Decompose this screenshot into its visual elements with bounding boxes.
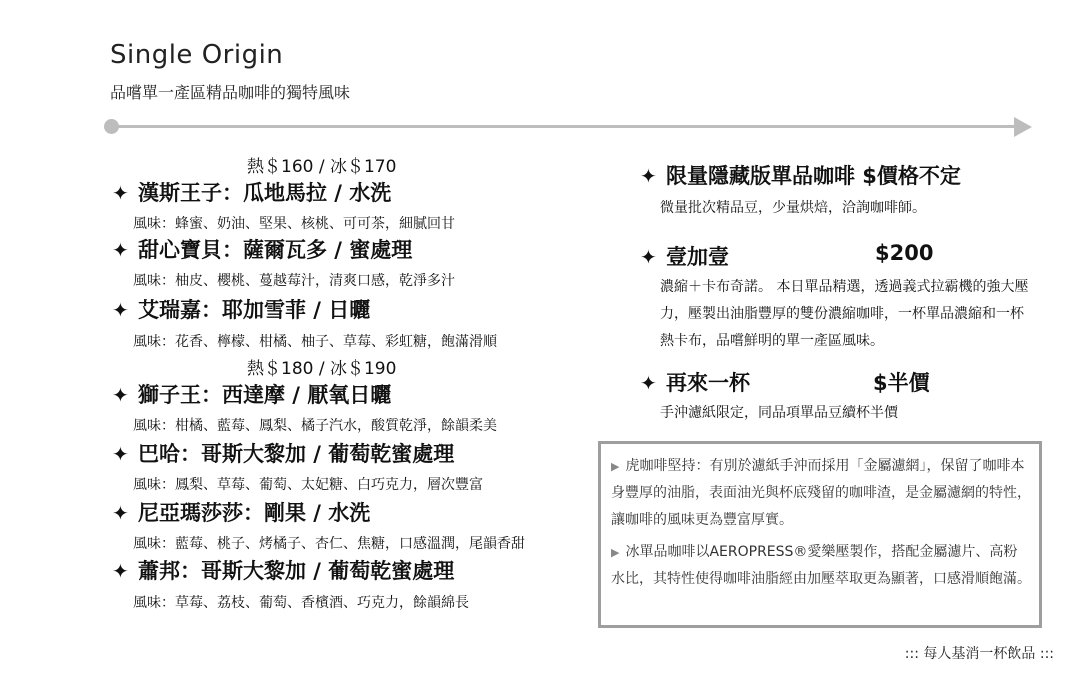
divider-arrow-icon [1014,117,1032,137]
price-group-2: 熱＄180 / 冰＄190 [247,359,397,379]
menu-item [112,555,454,585]
menu-item [112,234,412,264]
star-icon: ✦ [640,371,657,395]
refill-item-name: 再來一杯 [666,371,750,395]
note-item [611,539,1031,593]
combo-item-desc: 濃縮＋卡布奇諾。 本日單品精選，透過義式拉霸機的強大壓力，壓製出油脂豐厚的雙份濃縮咖啡，一杯單品濃縮和一杯熱卡布，品嚐鮮明的單一產區風味。 [660,279,1029,349]
bullet-triangle-icon: ▶ [611,460,620,473]
menu-item [112,294,370,324]
star-icon: ✦ [112,238,129,262]
refill-item-desc: 手沖濾紙限定，同品項單品豆續杯半價 [660,405,898,421]
price-group-1: 熱＄160 / 冰＄170 [247,157,397,177]
divider-line [112,125,1014,128]
timeline-divider [104,116,1032,138]
page-title: Single Origin [110,40,284,70]
refill-item [640,367,750,397]
page-subtitle: 品嚐單一產區精品咖啡的獨特風味 [110,83,351,102]
note-text: 虎咖啡堅持：有別於濾紙手沖而採用「金屬濾網」，保留了咖啡本身豐厚的油脂，表面油光與杯底殘留的咖啡渣，是金屬濾網的特性，讓咖啡的風味更為豐富厚實。 [611,458,1031,528]
combo-item [640,241,729,271]
menu-item-flavor: 風味：柚皮、櫻桃、蔓越莓汁，清爽口感，乾淨多汁 [133,273,455,289]
menu-item-flavor: 風味：藍莓、桃子、烤橘子、杏仁、焦糖，口感溫潤，尾韻香甜 [133,536,525,552]
star-icon: ✦ [112,383,129,407]
footer-note: ::: 每人基消一杯飲品 ::: [904,646,1054,662]
menu-item-name: 巴哈：哥斯大黎加 / 葡萄乾蜜處理 [138,442,455,466]
menu-item-name: 艾瑞嘉：耶加雪菲 / 日曬 [138,298,371,322]
limited-item-desc: 微量批次精品豆，少量烘焙，洽詢咖啡師。 [660,200,926,216]
star-icon: ✦ [640,245,657,269]
combo-item-name: 壹加壹 [666,245,729,269]
star-icon: ✦ [640,164,657,188]
menu-item-name: 尼亞瑪莎莎：剛果 / 水洗 [138,501,371,525]
limited-item-name: 限量隱藏版單品咖啡 $價格不定 [666,164,961,188]
divider-start-dot [104,119,119,134]
refill-item-price: $半價 [873,371,930,395]
menu-item-name: 漢斯王子：瓜地馬拉 / 水洗 [138,181,392,205]
menu-item-name: 蕭邦：哥斯大黎加 / 葡萄乾蜜處理 [138,559,455,583]
star-icon: ✦ [112,181,129,205]
notes-box [598,441,1042,628]
note-item [611,453,1031,534]
star-icon: ✦ [112,298,129,322]
limited-item [640,160,961,190]
star-icon: ✦ [112,442,129,466]
menu-item [112,497,370,527]
menu-item [112,379,391,409]
combo-item-price: $200 [875,241,934,265]
menu-item [112,177,391,207]
menu-item-flavor: 風味：鳳梨、草莓、葡萄、太妃糖、白巧克力，層次豐富 [133,477,483,493]
menu-item-flavor: 風味：草莓、荔枝、葡萄、香檳酒、巧克力，餘韻綿長 [133,595,469,611]
menu-item-name: 甜心寶貝：薩爾瓦多 / 蜜處理 [138,238,413,262]
bullet-triangle-icon: ▶ [611,546,620,559]
star-icon: ✦ [112,501,129,525]
note-text: 冰單品咖啡以AEROPRESS®愛樂壓製作，搭配金屬濾片、高粉水比，其特性使得咖啡油脂經由加壓萃取更為顯著，口感滑順飽滿。 [611,544,1031,587]
menu-item-flavor: 風味：花香、檸檬、柑橘、柚子、草莓、彩虹糖，飽滿滑順 [133,334,497,350]
menu-item-name: 獅子王：西達摩 / 厭氧日曬 [138,383,392,407]
menu-item [112,438,454,468]
menu-item-flavor: 風味：蜂蜜、奶油、堅果、核桃、可可茶，細膩回甘 [133,216,455,232]
star-icon: ✦ [112,559,129,583]
menu-item-flavor: 風味：柑橘、藍莓、鳳梨、橘子汽水，酸質乾淨，餘韻柔美 [133,418,497,434]
